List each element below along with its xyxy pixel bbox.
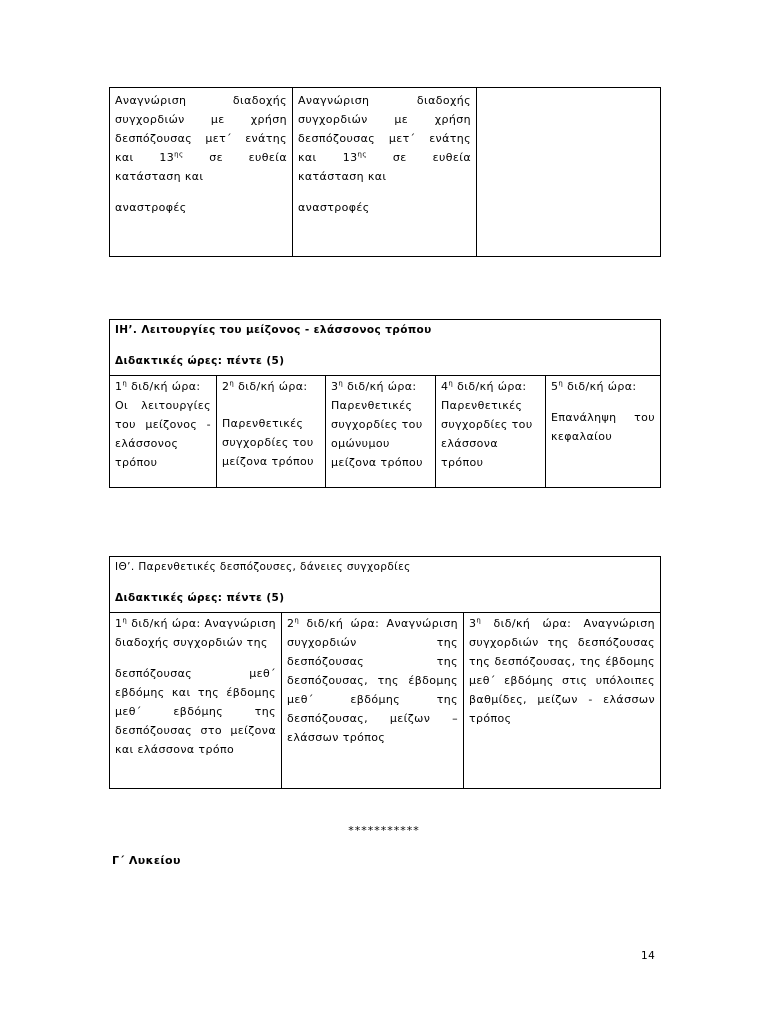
ordinal-suffix: η (476, 616, 482, 625)
lesson-label: διδ/κή ώρα: (343, 380, 417, 393)
ordinal-suffix: ης (357, 150, 367, 159)
lesson-cell-2 (217, 376, 326, 488)
lesson-label: διδ/κή ώρα: (234, 380, 308, 393)
ordinal-suffix: η (122, 616, 128, 625)
table1-cell-1 (110, 88, 293, 257)
grade-heading: Γ΄ Λυκείου (112, 854, 181, 867)
ordinal-suffix: η (558, 379, 564, 388)
teaching-hours: Διδακτικές ώρες: πέντε (5) (115, 355, 285, 367)
teaching-hours: Διδακτικές ώρες: πέντε (5) (115, 592, 285, 604)
lesson-cell-5 (546, 376, 661, 488)
table-unit-ih (109, 319, 661, 488)
cell-text: Αναγνώριση διαδοχής συγχορδιών με χρήση δεσπόζουσας μετ΄ ενάτης και 13 (298, 94, 471, 164)
ordinal-suffix: ης (174, 150, 184, 159)
lesson-cell-3 (326, 376, 436, 488)
lesson-text: Παρενθετικές συγχορδίες του ελάσσονα τρόπου (441, 399, 533, 469)
lesson-label: διδ/κή ώρα: (563, 380, 637, 393)
section-separator: *********** (348, 824, 420, 837)
cell-text: σε ευθεία κατάσταση και (115, 151, 287, 183)
table-continuation (109, 87, 661, 257)
lesson-text: Επανάληψη του κεφαλαίου (551, 411, 656, 443)
table1-cell-2 (293, 88, 477, 257)
lesson-text: Παρενθετικές συγχορδίες του μείζονα τρόπου (222, 417, 314, 468)
unit-title: ΙΘ’. Παρενθετικές δεσπόζουσες, δάνειες συγχορδίες (115, 561, 411, 573)
lesson-cell-2 (282, 613, 464, 789)
lesson-number: 1 (115, 380, 123, 393)
lesson-number: 2 (222, 380, 230, 393)
cell-text: αναστροφές (115, 201, 187, 214)
lesson-cell-3 (464, 613, 661, 789)
lesson-text: διδ/κή ώρα: Αναγνώριση συγχορδιών της δεσπόζουσας της δεσπόζουσας, της έβδομης μεθ΄ εβδόμης της δεσπόζουσας, μείζων – ελάσσων τρόπος (287, 617, 458, 744)
lesson-label: διδ/κή ώρα: (127, 380, 201, 393)
lesson-number: 5 (551, 380, 559, 393)
cell-text: Αναγνώριση διαδοχής συγχορδιών με χρήση δεσπόζουσας μετ΄ ενάτης και 13 (115, 94, 287, 164)
ordinal-suffix: η (122, 379, 128, 388)
lesson-number: 3 (469, 617, 477, 630)
lesson-cell-1 (110, 613, 282, 789)
lesson-text: δεσπόζουσας μεθ΄ εβδόμης και της έβδομης μεθ΄ εβδόμης της δεσπόζουσας στο μείζονα και ελάσσονα τρόπο (115, 667, 276, 756)
lesson-number: 3 (331, 380, 339, 393)
unit-header (110, 320, 661, 376)
lesson-number: 2 (287, 617, 295, 630)
unit-title: ΙΗ’. Λειτουργίες του μείζονος - ελάσσονος τρόπου (115, 324, 432, 336)
lesson-number: 1 (115, 617, 123, 630)
lesson-text: διδ/κή ώρα: Αναγνώριση διαδοχής συγχορδιών της (115, 617, 276, 649)
table1-cell-3-empty (477, 88, 661, 257)
ordinal-suffix: η (229, 379, 235, 388)
table-unit-ith (109, 556, 661, 789)
lesson-number: 4 (441, 380, 449, 393)
ordinal-suffix: η (338, 379, 344, 388)
lesson-cell-1 (110, 376, 217, 488)
unit-header (110, 557, 661, 613)
lesson-text: Οι λειτουργίες του μείζονος - ελάσσονος τρόπου (115, 399, 211, 469)
lesson-cell-4 (436, 376, 546, 488)
page-number: 14 (641, 950, 656, 962)
lesson-text: Παρενθετικές συγχορδίες του ομώνυμου μείζονα τρόπου (331, 399, 423, 469)
lesson-text: διδ/κή ώρα: Αναγνώριση συγχορδιών της δεσπόζουσας της δεσπόζουσας, της έβδομης μεθ΄ εβδόμης στις υπόλοιπες βαθμίδες, μείζων - ελάσσων τρόπος (469, 617, 655, 725)
cell-text: σε ευθεία κατάσταση και (298, 151, 472, 183)
cell-text: αναστροφές (298, 201, 370, 214)
ordinal-suffix: η (448, 379, 454, 388)
lesson-label: διδ/κή ώρα: (453, 380, 527, 393)
ordinal-suffix: η (294, 616, 300, 625)
